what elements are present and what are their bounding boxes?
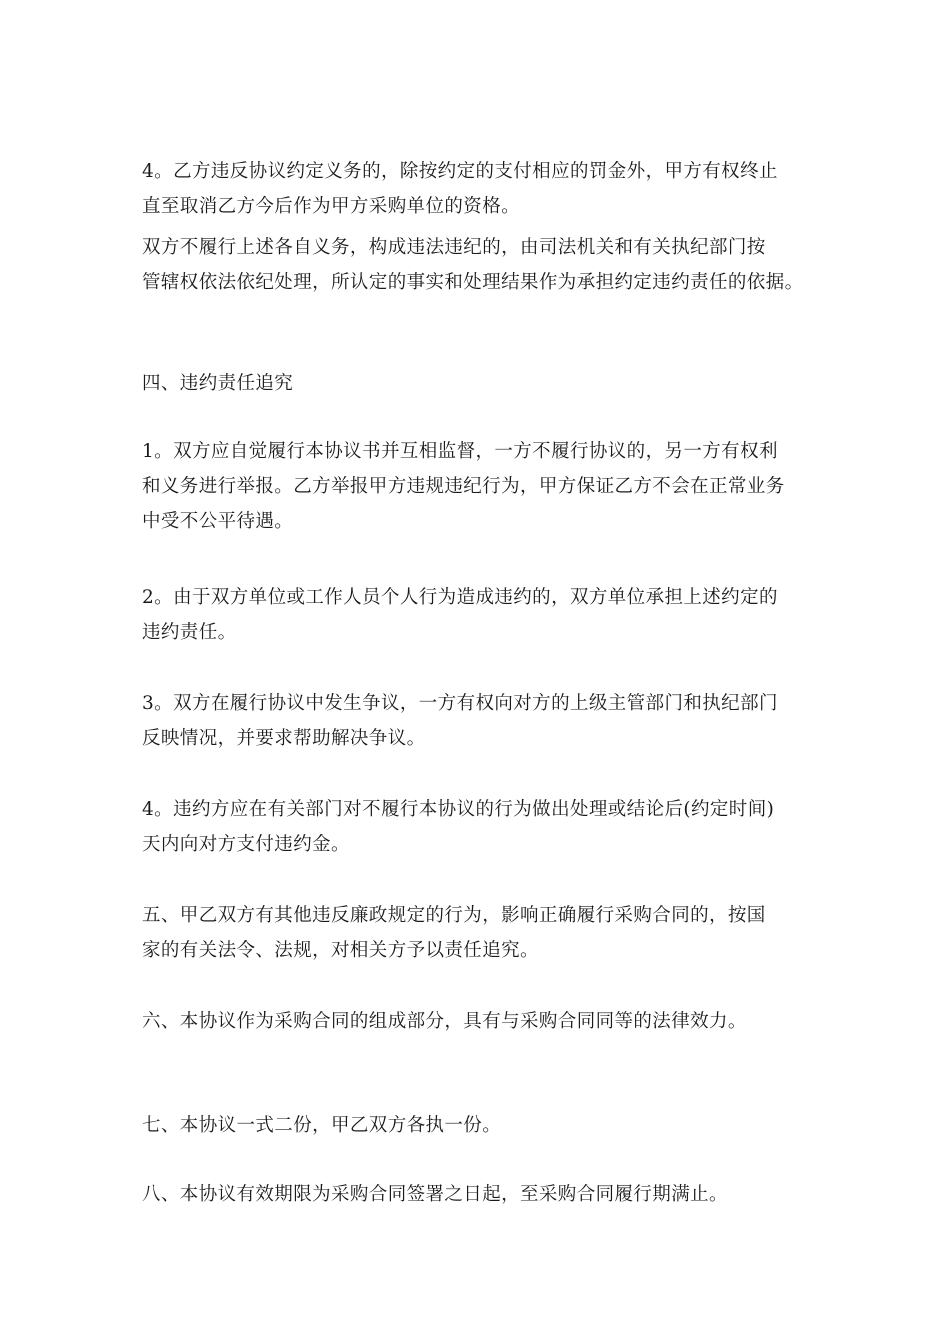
text-line: 1。双方应自觉履行本协议书并互相监督，一方不履行协议的，另一方有权利 — [142, 441, 778, 462]
section-heading-4 — [142, 366, 810, 401]
paragraph-clause-4-3 — [142, 686, 810, 756]
text-line: 直至取消乙方今后作为甲方采购单位的资格。 — [142, 196, 521, 217]
paragraph-clause-4-4 — [142, 792, 810, 862]
paragraph-section-7 — [142, 1108, 810, 1143]
text-line: 天内向对方支付违约金。 — [142, 834, 350, 855]
text-line: 4。乙方违反协议约定义务的，除按约定的支付相应的罚金外，甲方有权终止 — [142, 161, 778, 182]
text-line: 3。双方在履行协议中发生争议，一方有权向对方的上级主管部门和执纪部门 — [142, 693, 778, 714]
text-line: 管辖权依法依纪处理，所认定的事实和处理结果作为承担约定违约责任的依据。 — [142, 272, 804, 293]
text-line: 中受不公平待遇。 — [142, 511, 294, 532]
heading-text: 四、违约责任追究 — [142, 373, 294, 394]
paragraph-clause-4-2 — [142, 580, 810, 650]
paragraph-clause-4-1 — [142, 434, 810, 539]
text-line: 八、本协议有效期限为采购合同签署之日起，至采购合同履行期满止。 — [142, 1184, 728, 1205]
text-line: 家的有关法令、法规，对相关方予以责任追究。 — [142, 940, 539, 961]
paragraph-section-8 — [142, 1177, 810, 1212]
paragraph-clause-3-note — [142, 230, 810, 300]
paragraph-section-5 — [142, 898, 810, 968]
paragraph-clause-3-4 — [142, 154, 810, 224]
text-line: 和义务进行举报。乙方举报甲方违规违纪行为，甲方保证乙方不会在正常业务 — [142, 476, 785, 497]
text-line: 反映情况，并要求帮助解决争议。 — [142, 728, 426, 749]
paragraph-section-6 — [142, 1004, 810, 1039]
text-line: 七、本协议一式二份，甲乙双方各执一份。 — [142, 1115, 502, 1136]
text-line: 六、本协议作为采购合同的组成部分，具有与采购合同同等的法律效力。 — [142, 1011, 747, 1032]
text-line: 违约责任。 — [142, 622, 237, 643]
text-line: 4。违约方应在有关部门对不履行本协议的行为做出处理或结论后(约定时间) — [142, 799, 775, 820]
text-line: 2。由于双方单位或工作人员个人行为造成违约的，双方单位承担上述约定的 — [142, 587, 778, 608]
text-line: 双方不履行上述各自义务，构成违法违纪的，由司法机关和有关执纪部门按 — [142, 237, 766, 258]
text-line: 五、甲乙双方有其他违反廉政规定的行为，影响正确履行采购合同的，按国 — [142, 905, 766, 926]
